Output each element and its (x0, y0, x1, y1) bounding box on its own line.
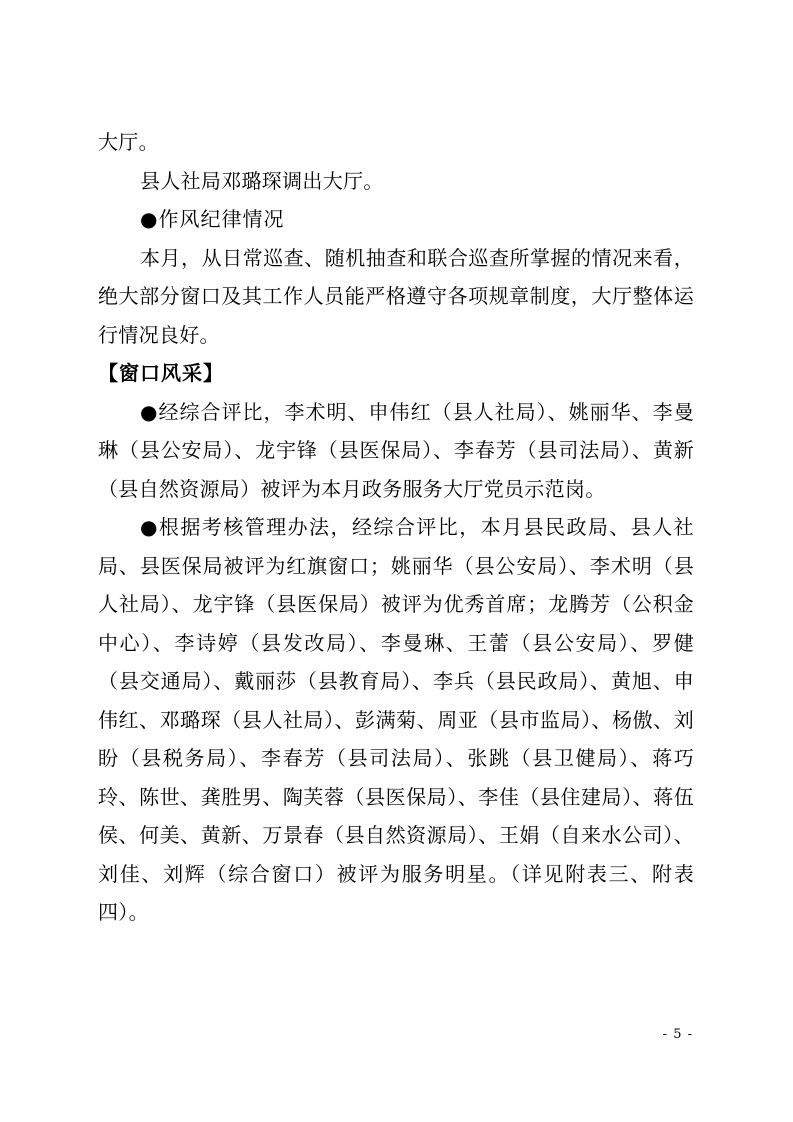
paragraph-party-model-post: ●经综合评比，李术明、申伟红（县人社局）、姚丽华、李曼琳（县公安局）、龙宇锋（县医保局）、李春芳（县司法局）、黄新（县自然资源局）被评为本月政务服务大厅党员示范岗。 (98, 399, 694, 501)
document-body (98, 123, 694, 932)
paragraph-transfer-out: 县人社局邓璐琛调出大厅。 (140, 168, 384, 193)
section-heading-discipline: ●作风纪律情况 (140, 207, 285, 231)
paragraph-discipline: 本月，从日常巡查、随机抽查和联合巡查所掌握的情况来看，绝大部分窗口及其工作人员能严格遵守各项规章制度，大厅整体运行情况良好。 (98, 245, 694, 347)
section-heading-window-style: 【窗口风采】 (98, 361, 224, 385)
page-number: - 5 - (662, 1027, 693, 1042)
paragraph-continuation: 大厅。 (98, 130, 159, 154)
paragraph-evaluation-results: ●根据考核管理办法，经综合评比，本月县民政局、县人社局、县医保局被评为红旗窗口；姚丽华（县公安局）、李术明（县人社局）、龙宇锋（县医保局）被评为优秀首席；龙腾芳（公积金中心）、李诗婷（县发改局）、李曼琳、王蕾（县公安局）、罗健（县交通局）、戴丽莎（县教育局）、李兵（县民政局）、黄旭、申伟红、邓璐琛（县人社局）、彭满菊、周亚（县市监局）、杨傲、刘盼（县税务局）、李春芳（县司法局）、张跳（县卫健局）、蒋巧玲、陈世、龚胜男、陶芙蓉（县医保局）、李佳（县住建局）、蒋伍侯、何美、黄新、万景春（县自然资源局）、王娟（自来水公司）、刘佳、刘辉（综合窗口）被评为服务明星。（详见附表三、附表四）。 (98, 515, 694, 924)
